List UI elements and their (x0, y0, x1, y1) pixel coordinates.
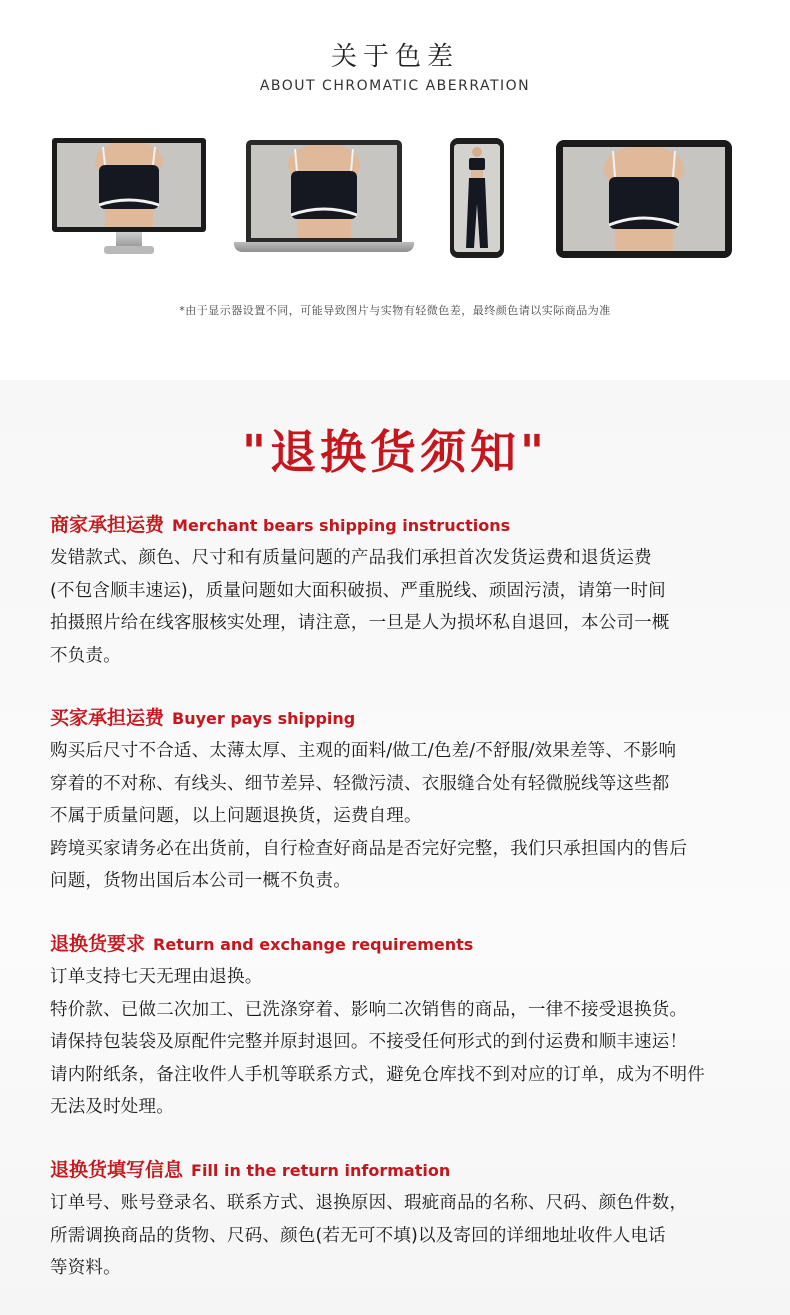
color-difference-note: *由于显示器设置不同，可能导致图片与实物有轻微色差，最终颜色请以实际商品为准 (179, 304, 611, 317)
section-merchant-shipping (50, 508, 750, 672)
section-title-en: Buyer pays shipping (172, 709, 356, 728)
section-line: 问题，货物出国后本公司一概不负责。 (50, 871, 351, 891)
section-line: 所需调换商品的货物、尺码、颜色(若无可不填)以及寄回的详细地址收件人电话 (50, 1225, 666, 1246)
section-line: 请保持包装袋及原配件完整并原封退回。不接受任何形式的到付运费和顺丰速运！ (50, 1032, 688, 1052)
section-heading (50, 927, 750, 961)
product-photo (251, 145, 397, 238)
section-return-information (50, 1153, 750, 1285)
section-line: 无法及时处理。 (50, 1097, 174, 1117)
section-line: 拍摄照片给在线客服核实处理，请注意，一旦是人为损坏私自退回，本公司一概 (50, 613, 670, 633)
chromatic-aberration-header (0, 0, 790, 380)
section-title-en: Fill in the return information (191, 1161, 451, 1180)
section-line: 不负责。 (50, 645, 121, 666)
section-title-zh: 退换货要求 (50, 933, 146, 955)
section-title-en: Merchant bears shipping instructions (172, 516, 511, 535)
laptop-icon (234, 140, 414, 258)
product-photo (454, 144, 500, 252)
product-photo (563, 147, 725, 251)
section-line: 不属于质量问题，以上问题退换货，运费自理。 (50, 806, 422, 826)
section-line: 跨境买家请务必在出货前，自行检查好商品是否完好完整，我们只承担国内的售后 (50, 838, 688, 859)
section-line: 等资料。 (50, 1258, 121, 1278)
policy-title: "退换货须知" (242, 425, 548, 479)
section-buyer-shipping (50, 701, 750, 898)
section-heading (50, 508, 750, 542)
section-line: 订单号、账号登录名、联系方式、退换原因、瑕疵商品的名称、尺码、颜色件数， (50, 1193, 688, 1213)
section-heading (50, 1153, 750, 1187)
phone-icon (450, 138, 504, 258)
return-policy-panel (0, 380, 790, 1315)
device-previews (0, 138, 790, 268)
section-title-zh: 退换货填写信息 (50, 1159, 184, 1181)
section-title-zh: 商家承担运费 (50, 514, 165, 536)
section-return-requirements (50, 927, 750, 1124)
section-line: (不包含顺丰速运)，质量问题如大面积破损、严重脱线、顽固污渍，请第一时间 (50, 580, 666, 601)
section-line: 请内附纸条，备注收件人手机等联系方式，避免仓库找不到对应的订单，成为不明件 (50, 1064, 705, 1085)
header-title-en: ABOUT CHROMATIC ABERRATION (259, 78, 531, 94)
section-line: 订单支持七天无理由退换。 (50, 967, 263, 987)
section-line: 发错款式、颜色、尺寸和有质量问题的产品我们承担首次发货运费和退货运费 (50, 548, 652, 568)
section-line: 特价款、已做二次加工、已洗涤穿着、影响二次销售的商品，一律不接受退换货。 (50, 999, 688, 1020)
product-photo (57, 143, 201, 227)
tablet-icon (556, 140, 732, 258)
monitor-icon (52, 138, 206, 258)
section-title-zh: 买家承担运费 (50, 707, 165, 729)
section-line: 购买后尺寸不合适、太薄太厚、主观的面料/做工/色差/不舒服/效果差等、不影响 (50, 741, 677, 761)
header-title-zh: 关于色差 (330, 42, 459, 72)
section-title-en: Return and exchange requirements (153, 935, 474, 954)
section-line: 穿着的不对称、有线头、细节差异、轻微污渍、衣服缝合处有轻微脱线等这些都 (50, 773, 670, 794)
section-heading (50, 701, 750, 735)
